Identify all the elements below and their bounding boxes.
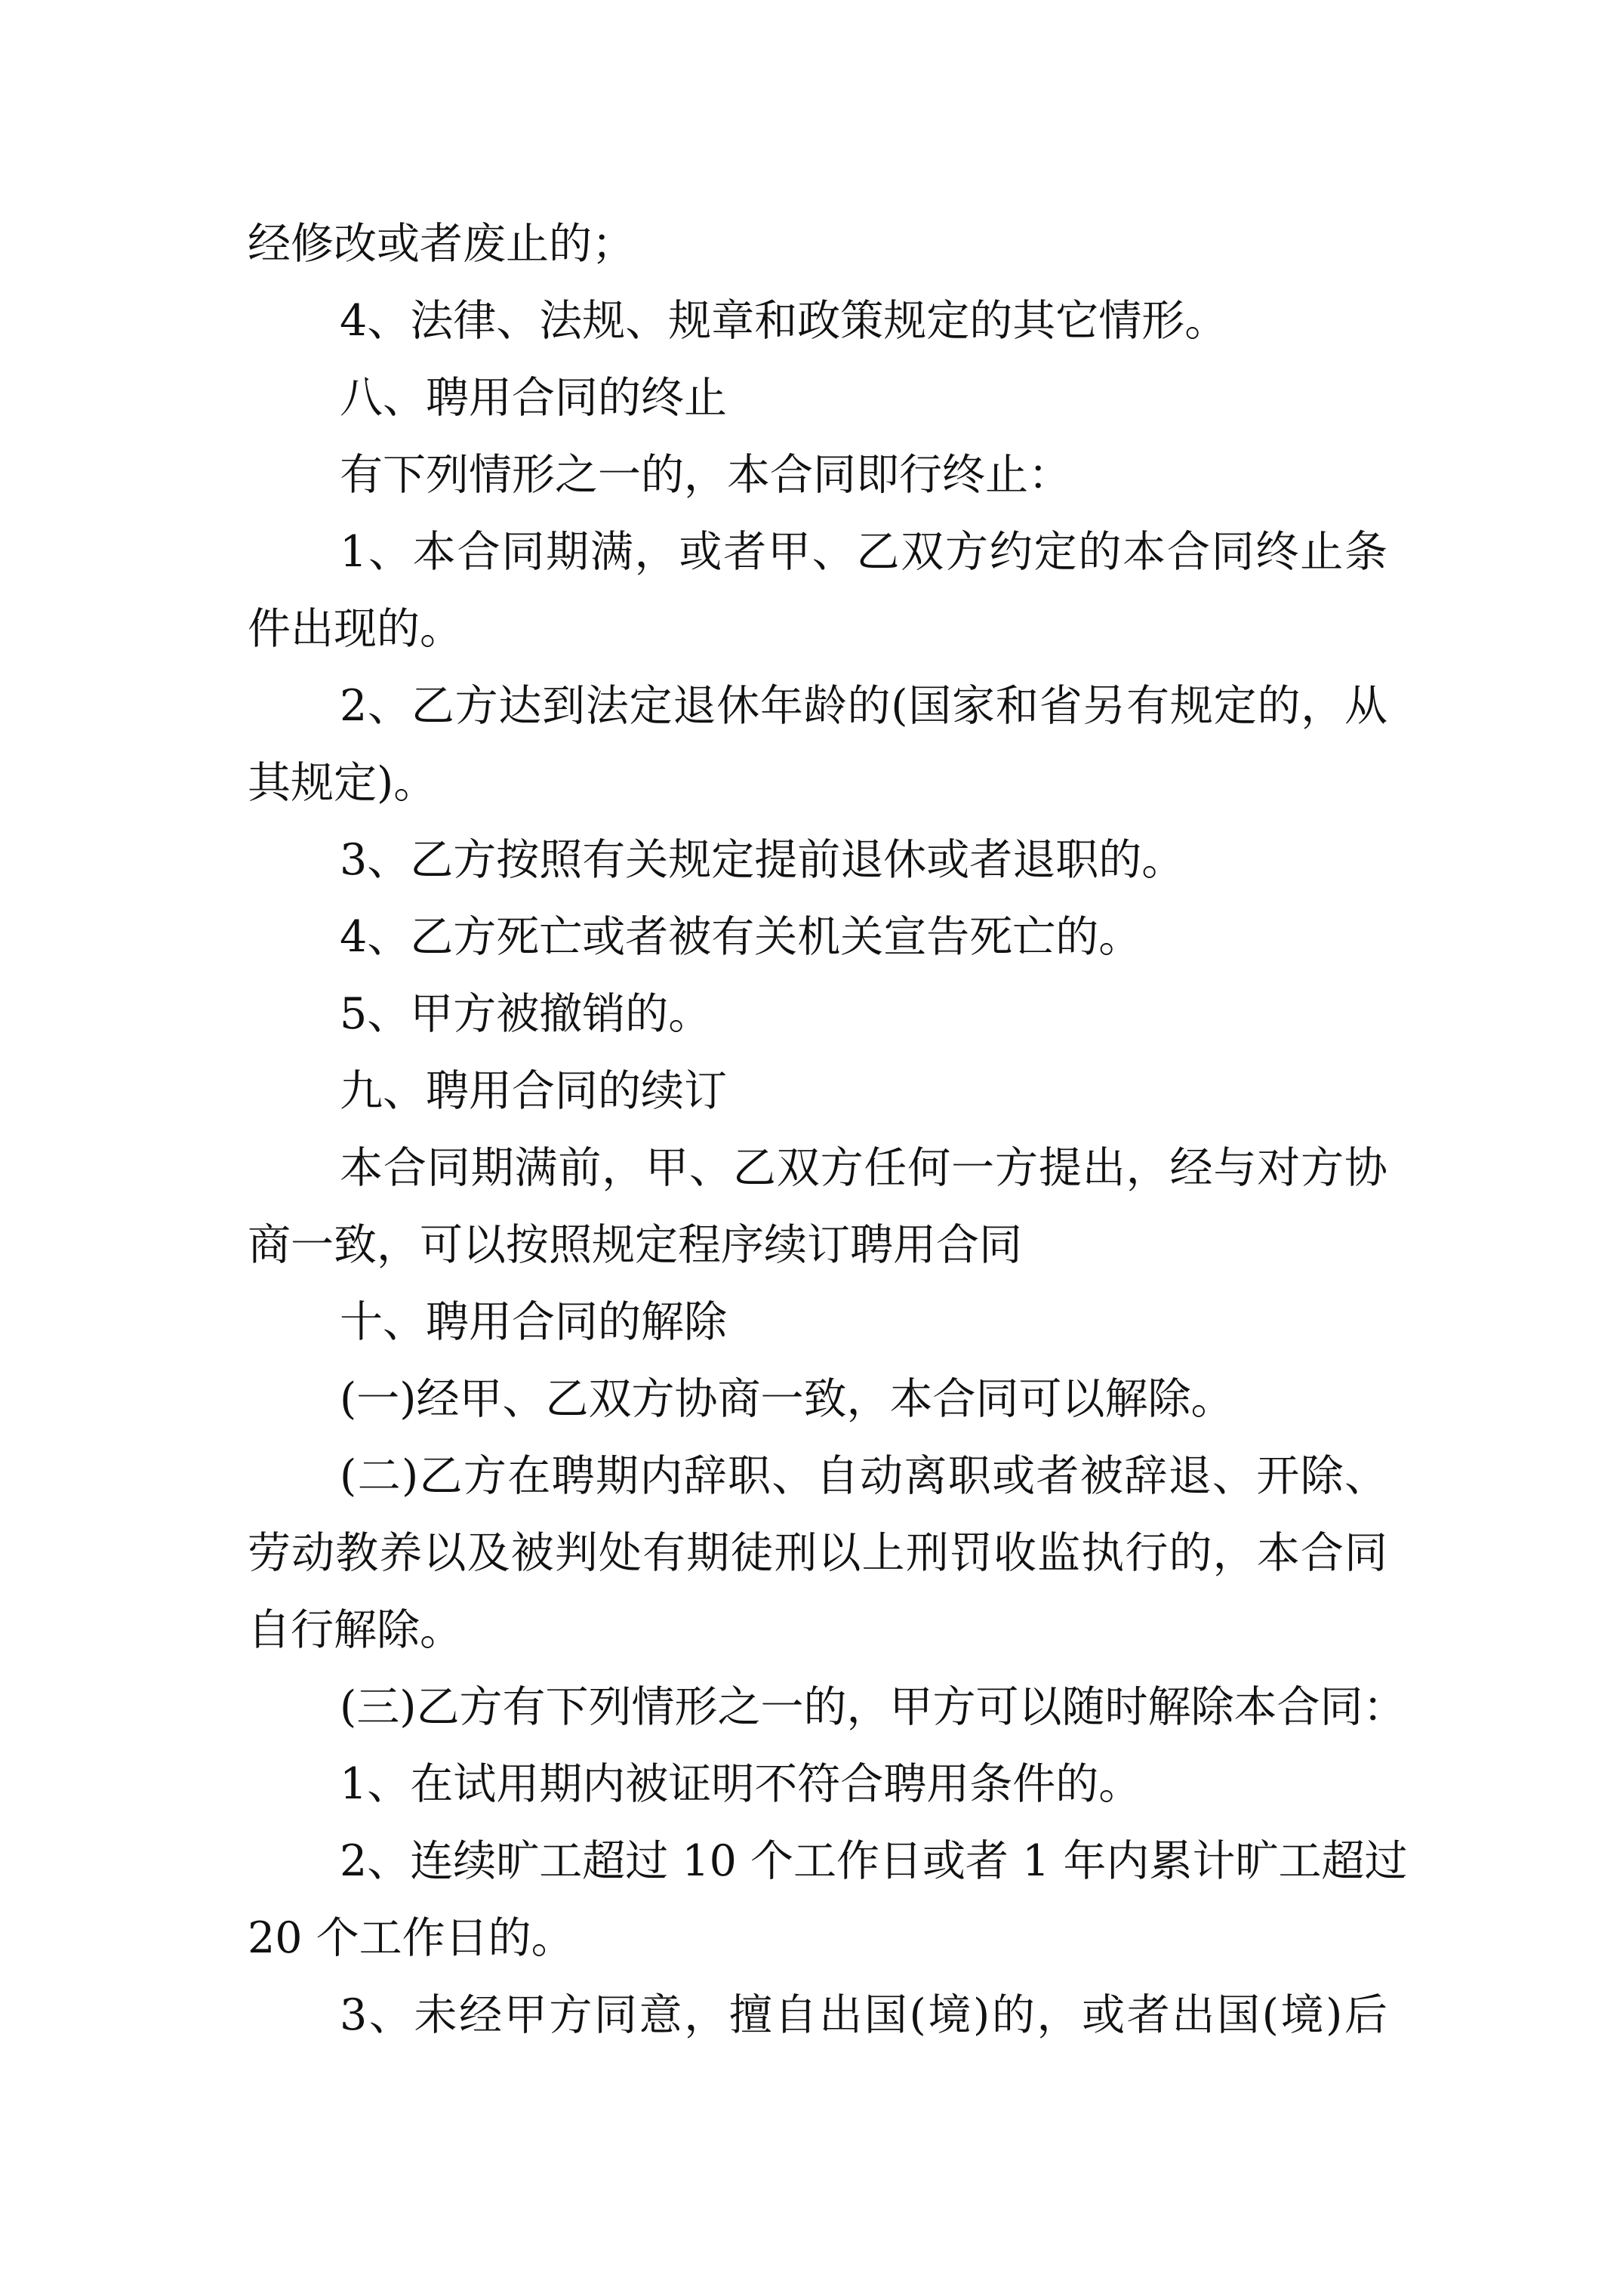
paragraph [248, 1130, 1387, 1284]
text-line: 其规定)。 [248, 758, 437, 808]
text-line: 3、未经甲方同意，擅自出国(境)的，或者出国(境)后 [340, 1990, 1387, 2040]
list-item [248, 1669, 1406, 1746]
list-item [248, 1361, 1387, 1438]
text-line: (一)经甲、乙双方协商一致，本合同可以解除。 [340, 1374, 1234, 1424]
text-line: 有下列情形之一的，本合同即行终止： [340, 450, 1071, 500]
paragraph [248, 436, 1387, 513]
text-line: 自行解除。 [248, 1605, 463, 1655]
text-line: (三)乙方有下列情形之一的，甲方可以随时解除本合同： [340, 1682, 1406, 1732]
list-item [248, 1823, 1408, 1977]
list-item [248, 975, 1387, 1052]
text-line: 件出现的。 [248, 604, 463, 654]
text-line: 2、乙方达到法定退休年龄的(国家和省另有规定的，从 [340, 681, 1387, 731]
list-item [248, 667, 1387, 821]
section-heading [248, 1052, 1387, 1130]
document-body [248, 205, 1408, 2054]
list-item [248, 1438, 1387, 1669]
text-line: 本合同期满前，甲、乙双方任何一方提出，经与对方协 [340, 1143, 1387, 1193]
text-line: 1、本合同期满，或者甲、乙双方约定的本合同终止条 [340, 527, 1387, 577]
section-heading [248, 1284, 1387, 1361]
text-line: 2、连续旷工超过 10 个工作日或者 1 年内累计旷工超过 [340, 1836, 1408, 1886]
text-line: 十、聘用合同的解除 [340, 1297, 727, 1347]
text-line: 劳动教养以及被判处有期徒刑以上刑罚收监执行的，本合同 [248, 1528, 1387, 1578]
text-line: 经修改或者废止的； [248, 219, 635, 269]
list-item [248, 1977, 1387, 2054]
text-line: (二)乙方在聘期内辞职、自动离职或者被辞退、开除、 [340, 1451, 1387, 1501]
list-item [248, 513, 1387, 667]
text-line: 4、乙方死亡或者被有关机关宣告死亡的。 [340, 912, 1142, 962]
text-line: 4、法律、法规、规章和政策规定的其它情形。 [340, 296, 1228, 346]
text-line: 九、聘用合同的续订 [340, 1066, 727, 1116]
list-item [248, 821, 1387, 898]
list-item [248, 1746, 1387, 1823]
paragraph-continued [248, 205, 1387, 282]
list-item [248, 282, 1387, 359]
list-item [248, 898, 1387, 975]
section-heading [248, 359, 1387, 436]
text-line: 20 个工作日的。 [248, 1913, 574, 1963]
text-line: 八、聘用合同的终止 [340, 373, 727, 423]
text-line: 1、在试用期内被证明不符合聘用条件的。 [340, 1759, 1142, 1809]
text-line: 3、乙方按照有关规定提前退休或者退职的。 [340, 835, 1185, 885]
text-line: 5、甲方被撤销的。 [340, 989, 712, 1039]
text-line: 商一致，可以按照规定程序续订聘用合同 [248, 1220, 1022, 1270]
